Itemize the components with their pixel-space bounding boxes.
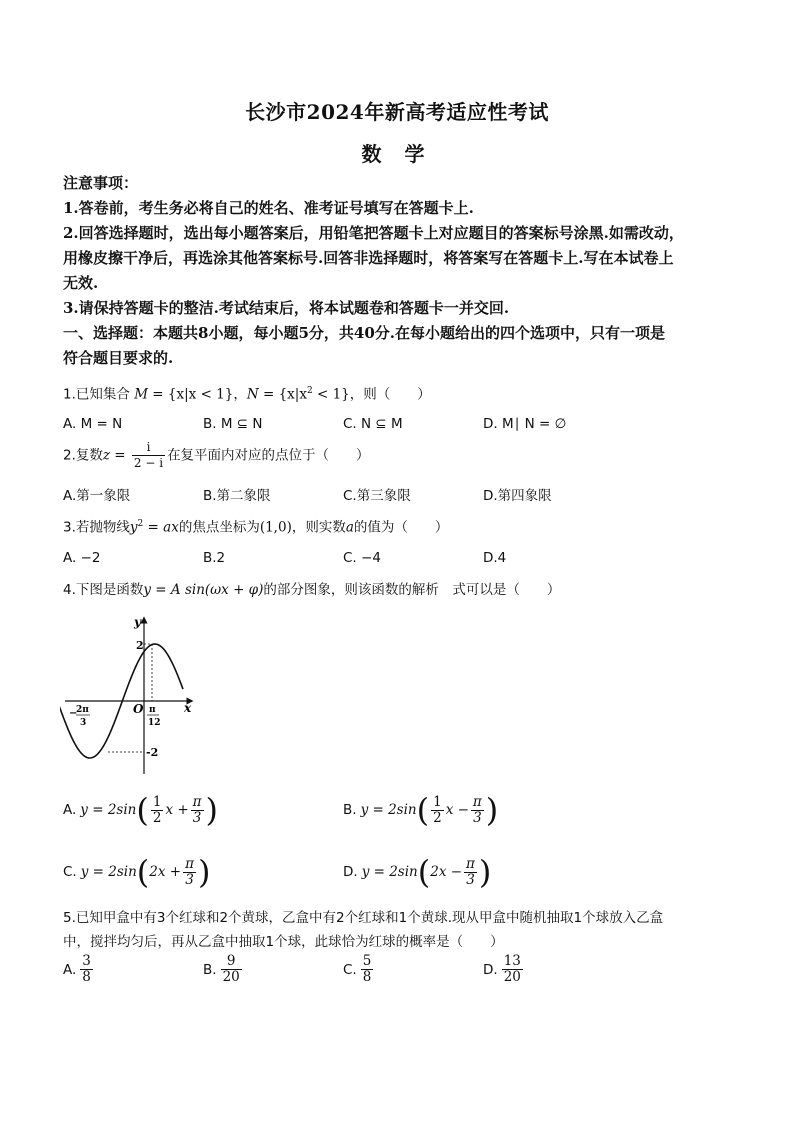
q4-option-b[interactable]	[343, 788, 498, 832]
note-item-2-line-2: 用橡皮擦干净后，再选涂其他答案标号.回答非选择题时，将答案写在答题卡上.写在本试卷上	[63, 249, 674, 267]
section-heading-line-2: 符合题目要求的.	[63, 349, 174, 367]
right-tick-denominator: 12	[148, 718, 161, 728]
q5-b-den: 20	[222, 969, 240, 985]
q3-eq-rhs: = ax	[143, 519, 179, 536]
q1-equals-1: =	[148, 386, 168, 403]
q5-option-d[interactable]	[483, 954, 525, 985]
q5-b-label: B.	[203, 961, 217, 978]
q3-option-c[interactable]: C. −4	[343, 550, 381, 566]
exam-title: 长沙市2024年新高考适应性考试	[245, 100, 549, 124]
q3-focus-point: (1,0)	[259, 519, 292, 536]
q2-option-d[interactable]: D.第四象限	[483, 488, 552, 504]
question-3-stem	[63, 514, 733, 538]
q4-b-frac-2	[471, 795, 484, 826]
q2-numerator: i	[132, 440, 165, 456]
q4-a-lhs: y = 2sin	[80, 802, 137, 818]
q1-option-a[interactable]: A. M = N	[63, 416, 123, 432]
q4-b-n1: 1	[433, 793, 442, 810]
q1-option-d[interactable]: D. M∣ N = ∅	[483, 416, 567, 432]
q4-a-label: A.	[63, 802, 77, 818]
note-item-2-line-3: 无效.	[63, 274, 99, 292]
q4-suffix: 的部分图象，则该函数的解析 式可以是（ ）	[263, 582, 561, 598]
q4-c-open-paren: (	[136, 853, 150, 891]
q4-b-n2: π	[472, 793, 482, 810]
q5-option-c[interactable]	[343, 954, 375, 985]
q5-b-num: 9	[221, 954, 242, 970]
q4-b-close-paren: )	[485, 791, 499, 829]
q1-set-m: {x|x < 1}	[167, 386, 234, 403]
note-item-2-line-1: 2.回答选择题时，选出每小题答案后，用铅笔把答题卡上对应题目的答案标号涂黑.如需改动，	[63, 224, 684, 242]
origin-label: O	[133, 702, 144, 716]
q4-d-n2: π	[466, 855, 475, 872]
q3-option-a[interactable]: A. −2	[63, 550, 101, 566]
q4-a-close-paren: )	[205, 791, 219, 829]
q4-a-n2: π	[192, 793, 202, 810]
q4-function: y = A sin(ωx + φ)	[143, 582, 264, 598]
q4-option-d[interactable]	[343, 850, 491, 894]
q4-option-a[interactable]	[63, 788, 218, 832]
note-item-3: 3.请保持答题卡的整洁.考试结束后，将本试题卷和答题卡一并交回.	[63, 299, 510, 317]
q5-a-fraction	[80, 954, 93, 985]
q4-a-d2: 3	[192, 809, 202, 826]
q4-a-n1: 1	[152, 793, 162, 810]
q5-d-num: 13	[503, 953, 521, 969]
q2-suffix: 在复平面内对应的点位于（ ）	[167, 447, 370, 464]
q4-b-d1: 2	[433, 809, 442, 826]
q3-option-d[interactable]: D.4	[483, 550, 507, 566]
q3-prefix: 3.若抛物线	[63, 519, 130, 536]
q4-a-d1: 2	[152, 809, 162, 826]
q3-middle: 的焦点坐标为	[178, 519, 260, 536]
question-2-stem	[63, 440, 733, 476]
question-5-line-1: 5.已知甲盒中有3个红球和2个黄球，乙盒中有2个红球和1个黄球.现从甲盒中随机抽取1个球放入乙盒	[63, 910, 664, 926]
q4-a-frac-1	[151, 795, 164, 826]
q4-d-open-paren: (	[417, 853, 431, 891]
q4-d-lhs: y = 2sin	[361, 864, 418, 880]
q3-eq-y: y	[129, 519, 138, 536]
q4-option-c[interactable]	[63, 850, 210, 894]
y-min-label: -2	[146, 746, 159, 759]
q4-prefix: 4.下图是函数	[63, 582, 144, 598]
section-heading-line-1: 一、选择题：本题共8小题，每小题5分，共40分.在每小题给出的四个选项中，只有一项是	[63, 324, 665, 342]
left-tick-numerator: 2π	[76, 705, 89, 715]
q1-set-m-symbol: M	[134, 386, 149, 403]
q3-after: ，则实数	[291, 519, 346, 536]
q4-d-frac	[464, 857, 477, 888]
q2-option-a[interactable]: A.第一象限	[63, 488, 131, 504]
q4-b-open-paren: (	[416, 791, 430, 829]
q5-a-num: 3	[82, 953, 91, 969]
q1-set-n-symbol: N	[246, 386, 259, 403]
q5-c-fraction	[361, 954, 374, 985]
q4-d-label: D.	[343, 864, 358, 880]
q2-denominator: 2 − i	[133, 456, 164, 470]
y-axis-label: y	[134, 615, 141, 629]
q4-b-lhs: y = 2sin	[360, 802, 417, 818]
q1-option-b[interactable]: B. M ⊆ N	[203, 416, 263, 432]
q5-option-a[interactable]	[63, 954, 95, 985]
q4-b-d2: 3	[473, 809, 482, 826]
q4-c-lhs: y = 2sin	[80, 864, 137, 880]
q2-option-b[interactable]: B.第二象限	[203, 488, 271, 504]
q3-eq-exponent: 2	[137, 519, 144, 529]
x-axis-label: x	[184, 701, 192, 715]
q2-fraction	[132, 440, 165, 471]
q5-c-den: 8	[362, 969, 372, 985]
q1-suffix: ，则（ ）	[349, 386, 431, 403]
q3-var-a: a	[345, 519, 354, 536]
left-tick-sign: −	[69, 708, 78, 719]
q5-c-label: C.	[343, 961, 357, 978]
q5-a-label: A.	[63, 961, 77, 978]
q3-option-b[interactable]: B.2	[203, 550, 226, 566]
notes-heading: 注意事项：	[63, 174, 139, 192]
q5-d-fraction	[502, 954, 523, 985]
q5-a-den: 8	[82, 969, 91, 985]
q2-option-c[interactable]: C.第三象限	[343, 488, 411, 504]
q4-c-pre: 2x +	[149, 864, 182, 880]
right-tick-numerator: π	[149, 705, 156, 715]
q4-a-frac-2	[191, 795, 204, 826]
q1-equals-2: =	[258, 386, 279, 403]
q2-z: z =	[102, 447, 130, 464]
q1-set-n-a: {x|x	[278, 386, 307, 403]
q1-prefix: 1.已知集合	[63, 386, 130, 403]
q4-d-close-paren: )	[478, 853, 492, 891]
question-5-line-2: 中，搅拌均匀后，再从乙盒中抽取1个球，此球恰为红球的概率是（ ）	[63, 934, 504, 950]
q5-d-label: D.	[483, 961, 498, 978]
q3-suffix: 的值为（ ）	[353, 519, 449, 536]
q4-b-frac-1	[431, 795, 444, 826]
q5-d-den: 20	[503, 969, 521, 985]
q4-c-close-paren: )	[197, 853, 211, 891]
q4-b-mid: x −	[445, 802, 469, 818]
q4-c-label: C.	[63, 864, 77, 880]
q4-c-d2: 3	[185, 871, 194, 888]
q4-sine-graph	[60, 612, 200, 776]
q5-b-fraction	[221, 954, 242, 985]
q4-c-n2: π	[185, 855, 194, 872]
q1-option-c[interactable]: C. N ⊆ M	[343, 416, 403, 432]
q4-b-label: B.	[343, 802, 357, 818]
left-tick-denominator: 3	[80, 718, 87, 728]
q4-c-frac	[183, 857, 196, 888]
q4-d-d2: 3	[466, 871, 475, 888]
question-1-stem	[63, 381, 733, 405]
y-max-label: 2	[136, 639, 144, 652]
q2-prefix: 2.复数	[63, 447, 103, 464]
note-item-1: 1.答卷前，考生务必将自己的姓名、准考证号填写在答题卡上.	[63, 199, 474, 217]
q1-set-n-b: < 1}	[312, 386, 350, 403]
question-4-stem	[63, 580, 733, 600]
q5-c-num: 5	[362, 953, 372, 969]
q5-option-b[interactable]	[203, 954, 244, 985]
exam-subject: 数 学	[361, 142, 433, 166]
q4-d-pre: 2x −	[430, 864, 463, 880]
q4-a-mid: x +	[165, 802, 189, 818]
q1-separator: ，	[233, 386, 247, 403]
q4-a-open-paren: (	[136, 791, 149, 829]
q1-set-n-exponent: 2	[306, 386, 313, 396]
